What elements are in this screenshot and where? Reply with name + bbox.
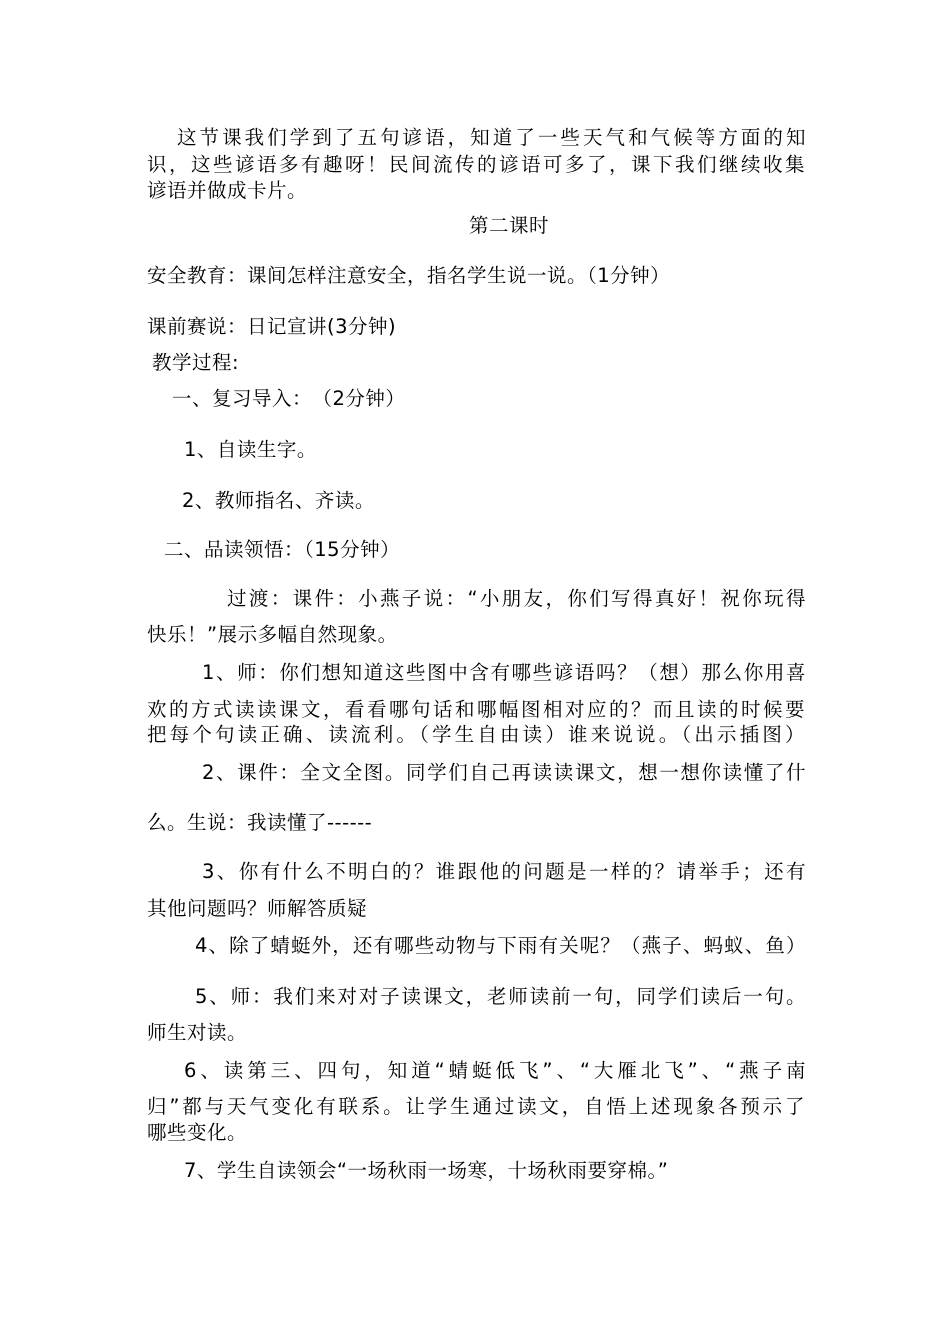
part1-item-1: 1、自读生字。 — [184, 438, 317, 461]
step6-line-3: 哪些变化。 — [147, 1121, 248, 1144]
step1-line-2: 欢的方式读读课文，看看哪句话和哪幅图相对应的？而且读的时候要 — [147, 698, 805, 721]
intro-line-3: 谚语并做成卡片。 — [147, 179, 308, 202]
step5-line-1: 5、师：我们来对对子读课文，老师读前一句，同学们读后一句。 — [195, 985, 806, 1008]
intro-line-2: 识，这些谚语多有趣呀！民间流传的谚语可多了，课下我们继续收集 — [147, 153, 805, 176]
section-title: 第二课时 — [469, 214, 550, 237]
step6-line-1: 6、读第三、四句，知道“蜻蜓低飞”、“大雁北飞”、“燕子南 — [184, 1059, 806, 1082]
part2-heading: 二、品读领悟：（15分钟） — [164, 538, 401, 561]
transition-line-2: 快乐！”展示多幅自然现象。 — [147, 623, 398, 646]
safety-education: 安全教育：课间怎样注意安全，指名学生说一说。（1分钟） — [147, 264, 671, 287]
step1-line-3: 把每个句读正确、读流利。（学生自由读）谁来说说。（出示插图） — [147, 723, 805, 746]
step1-line-1: 1、师：你们想知道这些图中含有哪些谚语吗？（想）那么你用喜 — [202, 661, 806, 684]
step2-line-1: 2、课件：全文全图。同学们自己再读读课文，想一想你读懂了什 — [202, 761, 806, 784]
step6-line-2: 归”都与天气变化有联系。让学生通过读文，自悟上述现象各预示了 — [147, 1095, 805, 1118]
part1-heading: 一、复习导入： （2分钟） — [172, 387, 406, 410]
step3-line-2: 其他问题吗？师解答质疑 — [147, 897, 368, 920]
transition-line-1: 过渡：课件：小燕子说：“小朋友，你们写得真好！祝你玩得 — [227, 587, 806, 610]
step3-line-1: 3、你有什么不明白的？谁跟他的问题是一样的？请举手；还有 — [202, 860, 806, 883]
process-label: 教学过程: — [152, 351, 240, 374]
step4-line-1: 4、除了蜻蜓外，还有哪些动物与下雨有关呢？（燕子、蚂蚁、鱼） — [195, 934, 806, 957]
part1-item-2: 2、教师指名、齐读。 — [182, 489, 375, 512]
step7-line-1: 7、学生自读领会“一场秋雨一场寒，十场秋雨要穿棉。” — [184, 1159, 669, 1182]
step2-line-2: 么。生说：我读懂了------ — [147, 811, 373, 834]
step5-line-2: 师生对读。 — [147, 1021, 248, 1044]
pre-class-speech: 课前赛说：日记宣讲(3分钟) — [147, 315, 397, 338]
intro-line-1: 这节课我们学到了五句谚语，知道了一些天气和气候等方面的知 — [177, 126, 806, 149]
